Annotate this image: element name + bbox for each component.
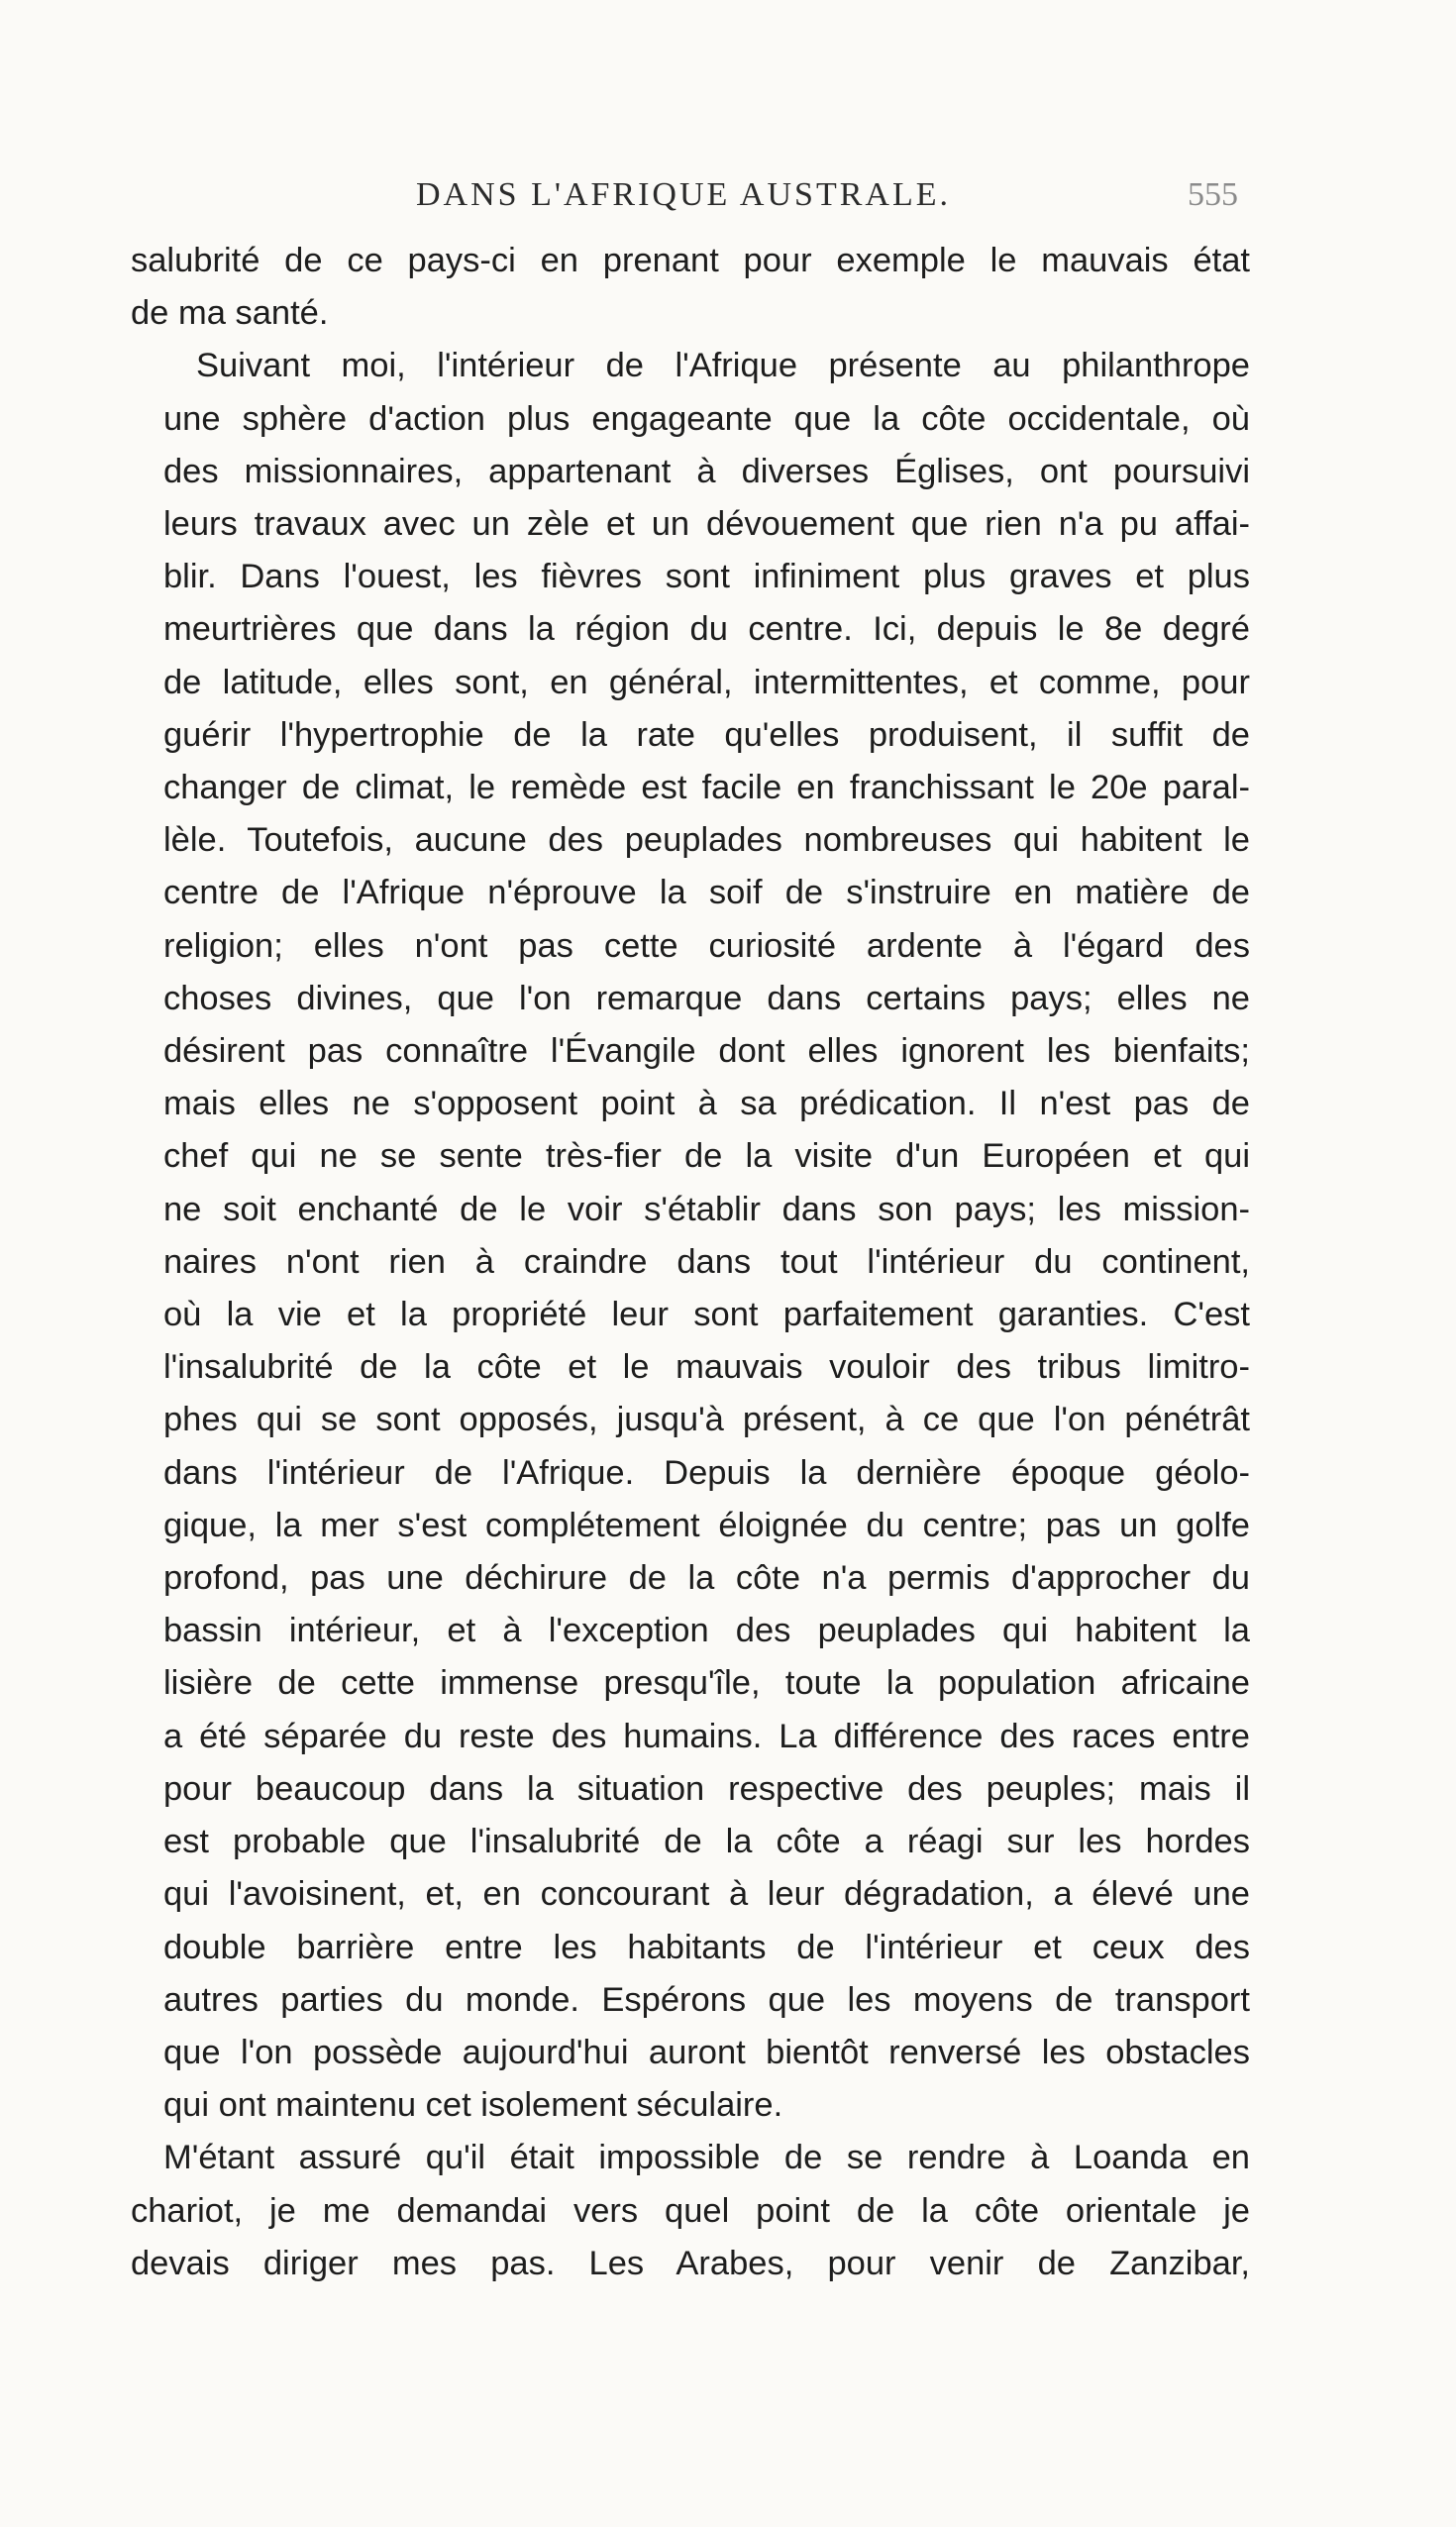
text-line: lisière de cette immense presqu'île, toute la population africaine xyxy=(163,1664,1250,1703)
text-line: où la vie et la propriété leur sont parfaitement garanties. C'est xyxy=(163,1296,1250,1334)
text-line: de latitude, elles sont, en général, intermittentes, et comme, pour xyxy=(163,663,1250,701)
running-title: DANS L'AFRIQUE AUSTRALE. xyxy=(416,176,951,213)
text-line: des missionnaires, appartenant à diverses Églises, ont poursuivi xyxy=(163,452,1250,490)
text-line: Suivant moi, l'intérieur de l'Afrique présente au philanthrope xyxy=(196,347,1250,385)
text-line: l'insalubrité de la côte et le mauvais vouloir des tribus limitro- xyxy=(163,1348,1250,1387)
text-line: pour beaucoup dans la situation respective des peuples; mais il xyxy=(163,1769,1250,1808)
text-line: M'étant assuré qu'il était impossible de se rendre à Loanda en xyxy=(163,2139,1250,2177)
text-line: chariot, je me demandai vers quel point de la côte orientale je xyxy=(131,2191,1250,2230)
text-line: salubrité de ce pays-ci en prenant pour exemple le mauvais état xyxy=(131,242,1250,279)
text-line: bassin intérieur, et à l'exception des peuplades qui habitent la xyxy=(163,1612,1250,1650)
text-line: religion; elles n'ont pas cette curiosité ardente à l'égard des xyxy=(163,926,1250,965)
text-line: profond, pas une déchirure de la côte n'a permis d'approcher du xyxy=(163,1559,1250,1598)
text-line: leurs travaux avec un zèle et un dévouement que rien n'a pu affai- xyxy=(163,505,1250,544)
text-line: que l'on possède aujourd'hui auront bientôt renversé les obstacles xyxy=(163,2033,1250,2071)
text-line: qui ont maintenu cet isolement séculaire. xyxy=(163,2086,783,2125)
text-line: choses divines, que l'on remarque dans certains pays; elles ne xyxy=(163,979,1250,1017)
text-line: mais elles ne s'opposent point à sa prédication. Il n'est pas de xyxy=(163,1085,1250,1123)
body-text xyxy=(131,235,1250,2290)
text-line: est probable que l'insalubrité de la côte a réagi sur les hordes xyxy=(163,1823,1250,1861)
page-number: 555 xyxy=(1188,176,1238,213)
text-line: autres parties du monde. Espérons que les moyens de transport xyxy=(163,1980,1250,2019)
text-line: ne soit enchanté de le voir s'établir dans son pays; les mission- xyxy=(163,1190,1250,1228)
text-line: devais diriger mes pas. Les Arabes, pour venir de Zanzibar, xyxy=(131,2244,1250,2282)
text-line: naires n'ont rien à craindre dans tout l'intérieur du continent, xyxy=(163,1242,1250,1281)
running-head xyxy=(129,176,1238,224)
text-line: guérir l'hypertrophie de la rate qu'elles produisent, il suffit de xyxy=(163,715,1250,754)
text-line: a été séparée du reste des humains. La différence des races entre xyxy=(163,1717,1250,1755)
text-line: gique, la mer s'est complétement éloignée du centre; pas un golfe xyxy=(163,1506,1250,1544)
text-line: changer de climat, le remède est facile en franchissant le 20e paral- xyxy=(163,769,1250,807)
text-line: lèle. Toutefois, aucune des peuplades nombreuses qui habitent le xyxy=(163,821,1250,860)
text-line: double barrière entre les habitants de l'intérieur et ceux des xyxy=(163,1928,1250,1966)
text-line: qui l'avoisinent, et, en concourant à leur dégradation, a élevé une xyxy=(163,1875,1250,1914)
text-line: centre de l'Afrique n'éprouve la soif de s'instruire en matière de xyxy=(163,874,1250,912)
paragraph-3 xyxy=(131,2132,1250,2290)
text-line: chef qui ne se sente très-fier de la visite d'un Européen et qui xyxy=(163,1137,1250,1176)
text-line: blir. Dans l'ouest, les fièvres sont infiniment plus graves et plus xyxy=(163,558,1250,596)
text-line: une sphère d'action plus engageante que la côte occidentale, où xyxy=(163,399,1250,438)
paragraph-2 xyxy=(131,340,1250,2132)
text-line: désirent pas connaître l'Évangile dont elles ignorent les bienfaits; xyxy=(163,1032,1250,1071)
text-line: dans l'intérieur de l'Afrique. Depuis la dernière époque géolo- xyxy=(163,1453,1250,1492)
text-line: de ma santé. xyxy=(131,294,329,333)
text-line: meurtrières que dans la région du centre. Ici, depuis le 8e degré xyxy=(163,610,1250,649)
paragraph-1 xyxy=(131,235,1250,340)
text-line: phes qui se sont opposés, jusqu'à présent, à ce que l'on pénétrât xyxy=(163,1401,1250,1439)
